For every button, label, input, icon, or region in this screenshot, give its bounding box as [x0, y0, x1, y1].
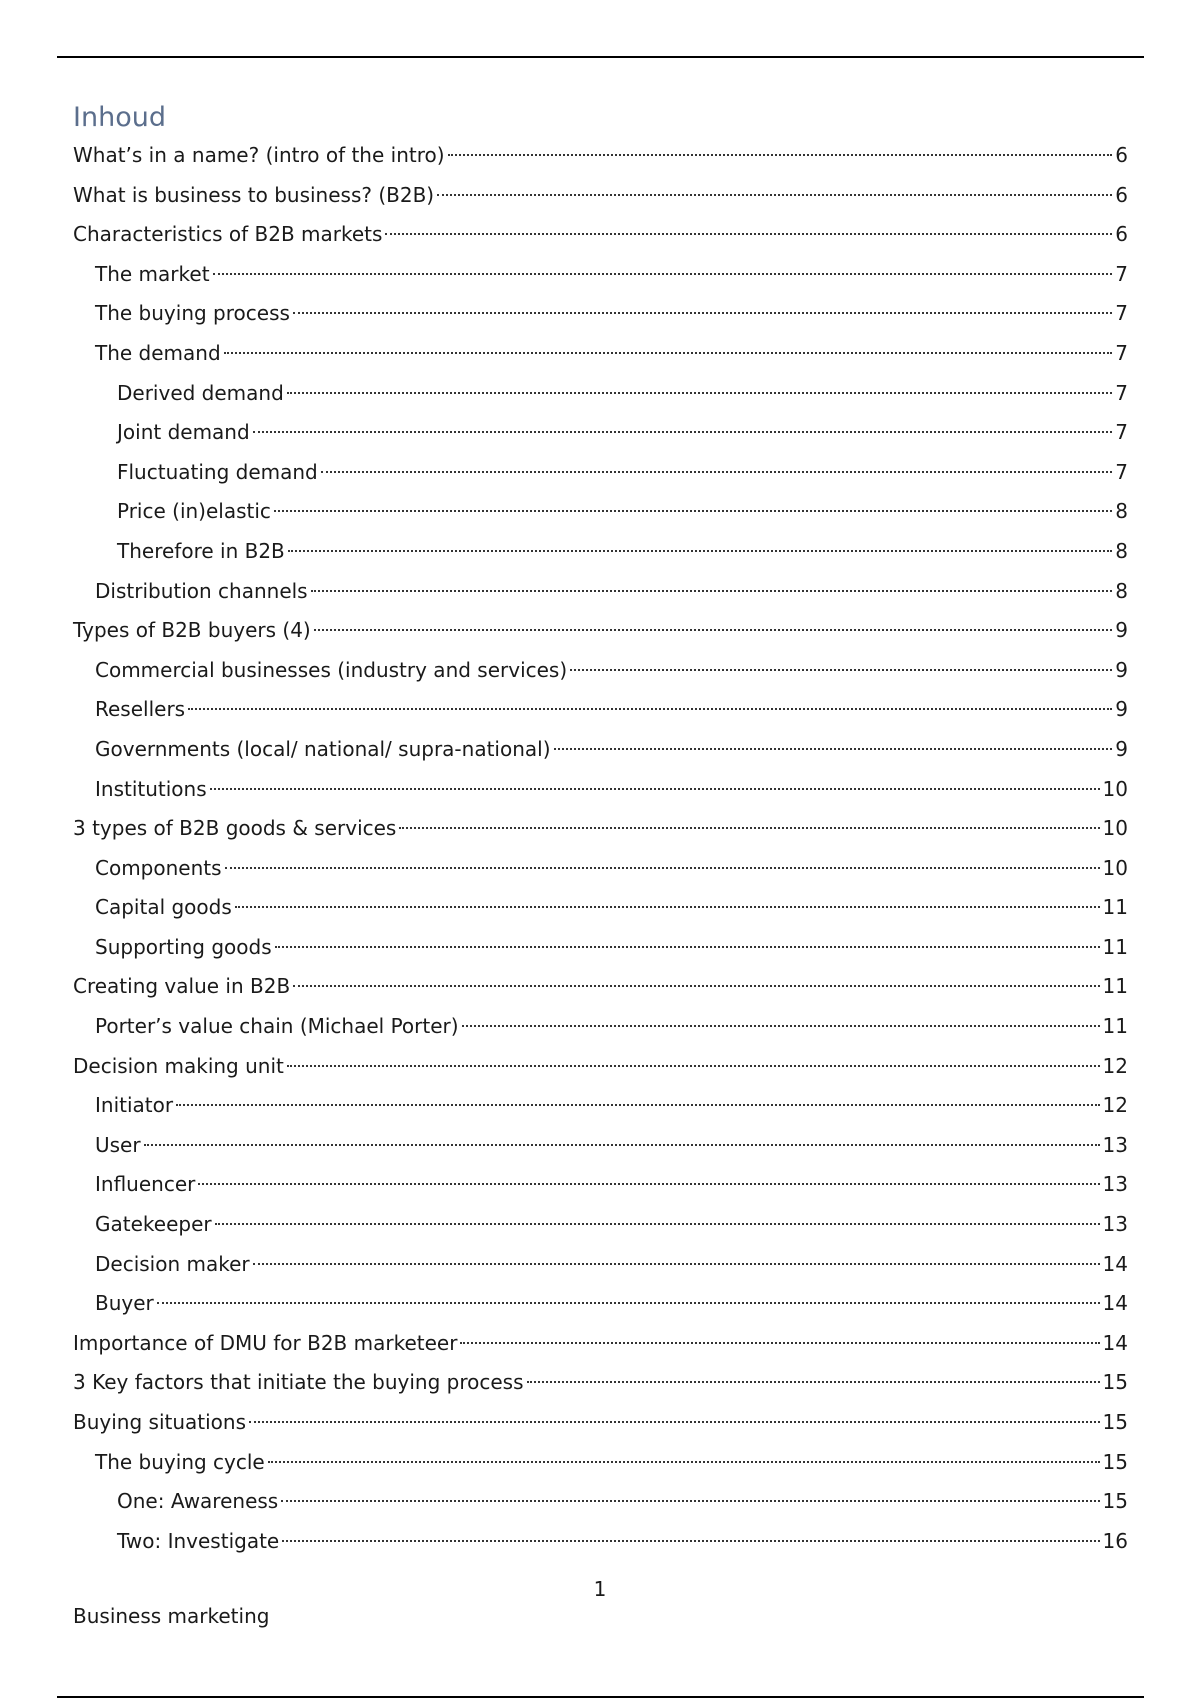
toc-heading: Inhoud	[73, 102, 166, 133]
toc-dot-leader	[249, 1421, 1100, 1423]
toc-entry-title: 3 Key factors that initiate the buying process	[73, 1370, 524, 1395]
toc-entry-page: 15	[1102, 1449, 1128, 1474]
toc-dot-leader	[253, 1263, 1100, 1265]
toc-entry[interactable]	[73, 1363, 1128, 1403]
toc-dot-leader	[253, 431, 1113, 433]
toc-entry[interactable]	[73, 1086, 1128, 1126]
toc-entry-page: 8	[1115, 578, 1128, 603]
toc-entry[interactable]	[73, 334, 1128, 374]
toc-entry-title: One: Awareness	[117, 1489, 279, 1514]
footer-document-title: Business marketing	[73, 1604, 270, 1628]
toc-entry[interactable]	[73, 928, 1128, 968]
toc-entry-title: Commercial businesses (industry and services)	[95, 657, 568, 682]
toc-entry[interactable]	[73, 849, 1128, 889]
toc-entry-page: 14	[1102, 1291, 1128, 1316]
footer-rule	[57, 1696, 1144, 1698]
toc-entry-page: 14	[1102, 1251, 1128, 1276]
toc-entry-title: What is business to business? (B2B)	[73, 182, 435, 207]
toc-entry-page: 7	[1115, 261, 1128, 286]
toc-dot-leader	[293, 312, 1112, 314]
toc-entry[interactable]	[73, 1482, 1128, 1522]
header-rule	[57, 56, 1144, 58]
toc-entry-title: Price (in)elastic	[117, 499, 271, 524]
toc-dot-leader	[225, 867, 1100, 869]
toc-entry-page: 12	[1102, 1053, 1128, 1078]
toc-entry-page: 16	[1102, 1528, 1128, 1553]
toc-entry-title: Governments (local/ national/ supra-national)	[95, 736, 551, 761]
toc-entry-page: 11	[1102, 974, 1128, 999]
toc-entry-page: 7	[1115, 301, 1128, 326]
toc-entry-page: 15	[1102, 1410, 1128, 1434]
toc-dot-leader	[235, 906, 1100, 908]
toc-entry-page: 9	[1115, 657, 1128, 682]
toc-entry-title: Joint demand	[117, 420, 250, 445]
toc-entry[interactable]	[73, 374, 1128, 414]
toc-entry-page: 9	[1115, 618, 1128, 643]
toc-entry-page: 7	[1115, 340, 1128, 365]
toc-entry[interactable]	[73, 1324, 1128, 1364]
toc-entry-title: Initiator	[95, 1093, 174, 1118]
toc-entry-title: Components	[95, 855, 222, 880]
toc-entry[interactable]	[73, 1403, 1128, 1443]
toc-entry[interactable]	[73, 1205, 1128, 1245]
toc-dot-leader	[399, 827, 1099, 829]
toc-dot-leader	[554, 748, 1113, 750]
toc-entry-title: Creating value in B2B	[73, 974, 291, 999]
toc-entry-title: Characteristics of B2B markets	[73, 222, 383, 247]
toc-entry[interactable]	[73, 611, 1128, 651]
toc-dot-leader	[437, 194, 1112, 196]
toc-entry-page: 10	[1102, 776, 1128, 801]
toc-entry-page: 8	[1115, 538, 1128, 563]
toc-entry[interactable]	[73, 690, 1128, 730]
toc-entry-page: 9	[1115, 736, 1128, 761]
toc-dot-leader	[281, 1500, 1099, 1502]
toc-dot-leader	[275, 946, 1100, 948]
toc-entry-page: 15	[1102, 1489, 1128, 1514]
toc-entry-title: Decision making unit	[73, 1053, 284, 1078]
toc-entry[interactable]	[73, 1522, 1128, 1562]
toc-dot-leader	[268, 1461, 1100, 1463]
toc-dot-leader	[144, 1144, 1100, 1146]
toc-entry-page: 6	[1115, 182, 1128, 207]
toc-entry-title: The demand	[95, 340, 221, 365]
toc-entry-page: 8	[1115, 499, 1128, 524]
toc-entry-page: 12	[1102, 1093, 1128, 1118]
toc-dot-leader	[462, 1025, 1100, 1027]
toc-dot-leader	[321, 471, 1113, 473]
toc-entry-title: User	[95, 1132, 141, 1157]
toc-entry-title: Gatekeeper	[95, 1212, 212, 1237]
toc-entry-title: Fluctuating demand	[117, 459, 318, 484]
toc-entry-title: 3 types of B2B goods & services	[73, 816, 397, 841]
toc-entry-title: What’s in a name? (intro of the intro)	[73, 143, 445, 167]
toc-entry[interactable]	[73, 1047, 1128, 1087]
toc-entry[interactable]	[73, 136, 1128, 176]
toc-entry-page: 13	[1102, 1212, 1128, 1237]
toc-entry[interactable]	[73, 1284, 1128, 1324]
toc-entry-page: 11	[1102, 934, 1128, 959]
toc-entry[interactable]	[73, 1245, 1128, 1285]
toc-entry-title: The buying cycle	[95, 1449, 265, 1474]
toc-entry-page: 13	[1102, 1132, 1128, 1157]
toc-dot-leader	[213, 273, 1113, 275]
toc-entry-title: Resellers	[95, 697, 186, 722]
toc-entry-page: 13	[1102, 1172, 1128, 1197]
toc-entry-title: Porter’s value chain (Michael Porter)	[95, 1014, 459, 1039]
toc-entry[interactable]	[73, 453, 1128, 493]
toc-dot-leader	[288, 550, 1113, 552]
toc-entry-page: 9	[1115, 697, 1128, 722]
toc-entry[interactable]	[73, 651, 1128, 691]
toc-entry[interactable]	[73, 255, 1128, 295]
table-of-contents	[73, 136, 1128, 1561]
toc-entry-title: Derived demand	[117, 380, 284, 405]
toc-entry[interactable]	[73, 1165, 1128, 1205]
toc-entry-page: 10	[1102, 816, 1128, 841]
toc-entry-page: 7	[1115, 380, 1128, 405]
toc-entry[interactable]	[73, 1443, 1128, 1483]
toc-entry[interactable]	[73, 770, 1128, 810]
toc-entry-title: Institutions	[95, 776, 207, 801]
toc-entry[interactable]	[73, 176, 1128, 216]
toc-entry[interactable]	[73, 888, 1128, 928]
toc-dot-leader	[274, 510, 1112, 512]
toc-entry[interactable]	[73, 1126, 1128, 1166]
toc-entry[interactable]	[73, 413, 1128, 453]
toc-entry-page: 7	[1115, 459, 1128, 484]
toc-dot-leader	[215, 1223, 1100, 1225]
toc-dot-leader	[287, 1065, 1100, 1067]
toc-entry[interactable]	[73, 294, 1128, 334]
page-number: 1	[593, 1577, 607, 1601]
toc-entry-title: Buyer	[95, 1291, 154, 1316]
toc-entry[interactable]	[73, 967, 1128, 1007]
toc-entry[interactable]	[73, 572, 1128, 612]
toc-dot-leader	[224, 352, 1113, 354]
toc-entry-page: 14	[1102, 1330, 1128, 1355]
toc-entry-page: 15	[1102, 1370, 1128, 1395]
toc-entry-page: 10	[1102, 855, 1128, 880]
toc-entry-page: 6	[1115, 143, 1128, 167]
toc-dot-leader	[198, 1183, 1099, 1185]
toc-dot-leader	[287, 392, 1112, 394]
toc-dot-leader	[210, 788, 1100, 790]
toc-entry-title: Supporting goods	[95, 934, 272, 959]
toc-entry-title: Two: Investigate	[117, 1528, 280, 1553]
toc-dot-leader	[314, 629, 1113, 631]
toc-dot-leader	[570, 669, 1112, 671]
toc-dot-leader	[385, 233, 1112, 235]
toc-dot-leader	[293, 985, 1099, 987]
toc-dot-leader	[176, 1104, 1099, 1106]
toc-entry-page: 11	[1102, 895, 1128, 920]
toc-entry[interactable]	[73, 492, 1128, 532]
toc-entry-title: Capital goods	[95, 895, 232, 920]
toc-entry-title: Therefore in B2B	[117, 538, 285, 563]
toc-entry[interactable]	[73, 809, 1128, 849]
toc-entry[interactable]	[73, 730, 1128, 770]
toc-dot-leader	[311, 590, 1113, 592]
toc-dot-leader	[282, 1540, 1099, 1542]
toc-entry-page: 11	[1102, 1014, 1128, 1039]
toc-entry-title: Buying situations	[73, 1410, 246, 1434]
toc-dot-leader	[157, 1302, 1100, 1304]
toc-entry-title: The buying process	[95, 301, 290, 326]
toc-entry-title: Decision maker	[95, 1251, 250, 1276]
toc-entry-title: Influencer	[95, 1172, 196, 1197]
toc-dot-leader	[448, 154, 1113, 156]
toc-entry-title: Distribution channels	[95, 578, 308, 603]
toc-entry-title: The market	[95, 261, 210, 286]
toc-dot-leader	[188, 708, 1112, 710]
toc-entry[interactable]	[73, 215, 1128, 255]
toc-entry-page: 6	[1115, 222, 1128, 247]
toc-entry[interactable]	[73, 532, 1128, 572]
toc-entry-page: 7	[1115, 420, 1128, 445]
toc-dot-leader	[527, 1381, 1100, 1383]
toc-entry-title: Types of B2B buyers (4)	[73, 618, 311, 643]
toc-entry[interactable]	[73, 1007, 1128, 1047]
toc-dot-leader	[460, 1342, 1099, 1344]
toc-entry-title: Importance of DMU for B2B marketeer	[73, 1330, 458, 1355]
